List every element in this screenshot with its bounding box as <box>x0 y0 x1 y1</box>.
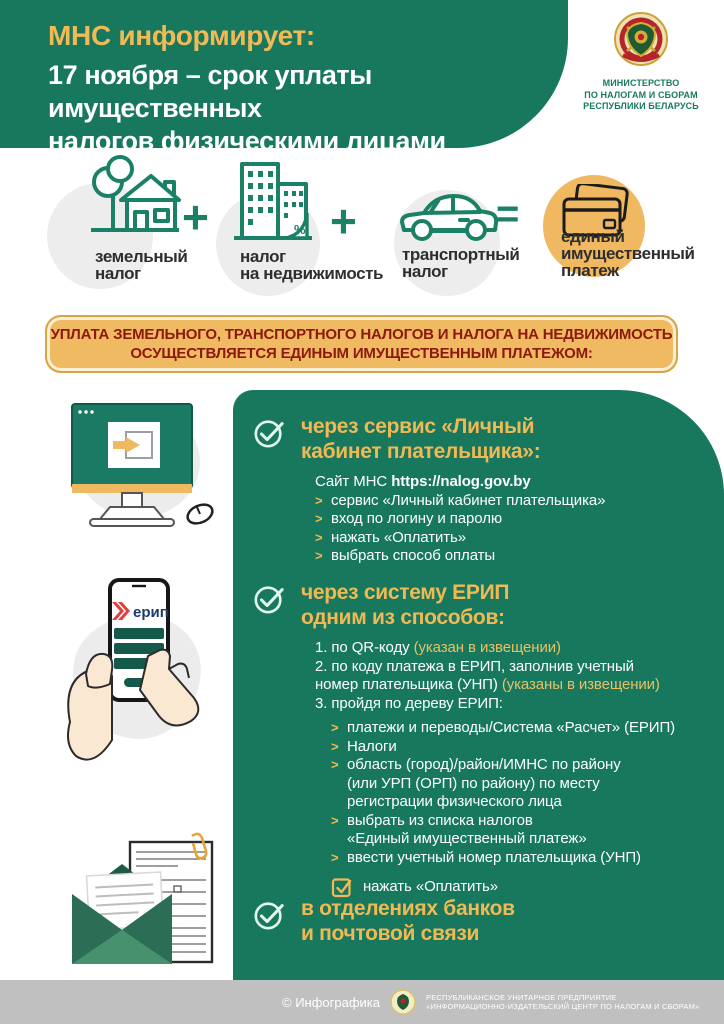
computer-illustration <box>50 398 225 532</box>
section-heading: через сервис «Личный кабинет плательщика»: <box>301 415 541 463</box>
erip-tree-list <box>331 719 697 867</box>
header-kicker: МНС информирует: <box>48 20 315 51</box>
plus-operator: + <box>182 191 209 243</box>
numbered-item-2: 2. по коду платежа в ЕРИП, заполнив учетный номер плательщика (УНП) (указаны в извещении) <box>315 657 660 693</box>
tree-item: > ввести учетный номер плательщика (УНП) <box>331 848 641 866</box>
equals-operator: = <box>496 192 520 236</box>
title-line-2: налогов физическими лицами <box>48 126 446 156</box>
chevron-bullet-icon: > <box>315 548 323 563</box>
title-line-1: 17 ноября – срок уплаты имущественных <box>48 60 372 123</box>
transport-tax-label: транспортный налог <box>402 245 520 281</box>
site-line: Сайт МНС https://nalog.gov.by <box>315 473 531 490</box>
chevron-bullet-icon: > <box>315 529 323 545</box>
unified-payment-label: единый имущественный платеж <box>561 227 695 280</box>
land-tax-icon <box>85 152 181 252</box>
list-item: > сервис «Личный кабинет плательщика» <box>315 491 606 509</box>
ministry-logo <box>558 10 724 113</box>
nalog-url: https://nalog.gov.by <box>391 473 531 490</box>
tree-item: > Налоги <box>331 737 397 755</box>
ministry-emblem-icon <box>612 10 670 68</box>
chevron-bullet-icon: > <box>315 492 323 508</box>
list-item: > нажать «Оплатить» <box>315 528 466 546</box>
page-title <box>48 59 568 158</box>
phone-erip-illustration <box>52 572 217 792</box>
publisher-emblem-icon <box>390 989 416 1015</box>
section-heading: через систему ЕРИП одним из способов: <box>301 581 510 629</box>
footer-band <box>0 980 724 1024</box>
tree-item: > область (город)/район/ИМНС по району (или УРП (ОРП) по району) по месту регистрации физического лица <box>331 756 621 810</box>
publisher-name: РЕСПУБЛИКАНСКОЕ УНИТАРНОЕ ПРЕДПРИЯТИЕ «ИНФОРМАЦИОННО-ИЗДАТЕЛЬСКИЙ ЦЕНТР ПО НАЛОГАМ И СБОРАМ» <box>426 992 700 1011</box>
pay-action-row: нажать «Оплатить» <box>331 876 697 898</box>
chevron-bullet-icon: > <box>331 812 339 828</box>
mail-notice-illustration <box>58 832 228 974</box>
erip-logo-text: ерип <box>133 604 169 621</box>
ministry-name: МИНИСТЕРСТВО ПО НАЛОГАМ И СБОРАМ РЕСПУБЛИКИ БЕЛАРУСЬ <box>583 78 699 111</box>
chevron-bullet-icon: > <box>331 757 339 772</box>
plus-operator: + <box>330 195 357 247</box>
tree-item: > платежи и переводы/Система «Расчет» (ЕРИП) <box>331 719 676 736</box>
chevron-bullet-icon: > <box>331 720 339 735</box>
header-band <box>0 0 568 156</box>
check-circle-icon <box>253 416 285 450</box>
chevron-bullet-icon: > <box>331 849 339 865</box>
infographic-credit: © Инфографика <box>282 994 381 1010</box>
section-personal-cabinet <box>253 414 710 566</box>
numbered-item-1: 1. по QR-коду (указан в извещении) <box>315 639 561 656</box>
transport-tax-icon <box>396 182 500 246</box>
real-estate-tax-icon <box>228 158 318 246</box>
payment-methods-panel <box>233 390 724 980</box>
real-estate-tax-label: налог на недвижимость <box>240 247 384 283</box>
section-heading: в отделениях банков и почтовой связи <box>301 897 515 945</box>
chevron-bullet-icon: > <box>315 511 323 526</box>
tree-item: > выбрать из списка налогов «Единый имущественный платеж» <box>331 811 587 847</box>
numbered-item-3: 3. пройдя по дереву ЕРИП: <box>315 694 503 712</box>
checkbox-icon <box>331 876 353 898</box>
check-circle-icon <box>253 582 285 616</box>
statement-banner: УПЛАТА ЗЕМЕЛЬНОГО, ТРАНСПОРТНОГО НАЛОГОВ И НАЛОГА НА НЕДВИЖИМОСТЬ ОСУЩЕСТВЛЯЕТСЯ ЕДИНЫМ ИМУЩЕСТВЕННЫМ ПЛАТЕЖОМ: <box>45 315 678 373</box>
tax-equation-row <box>0 150 724 310</box>
land-tax-label: земельный налог <box>95 247 188 283</box>
list-item: > вход по логину и паролю <box>315 510 502 527</box>
percent-glyph: % <box>294 222 306 237</box>
mouse-icon <box>185 501 216 527</box>
chevron-bullet-icon: > <box>331 738 339 754</box>
section-erip <box>253 580 710 898</box>
check-circle-icon <box>253 898 285 932</box>
list-item: > выбрать способ оплаты <box>315 547 496 564</box>
section-banks-post <box>253 896 710 946</box>
